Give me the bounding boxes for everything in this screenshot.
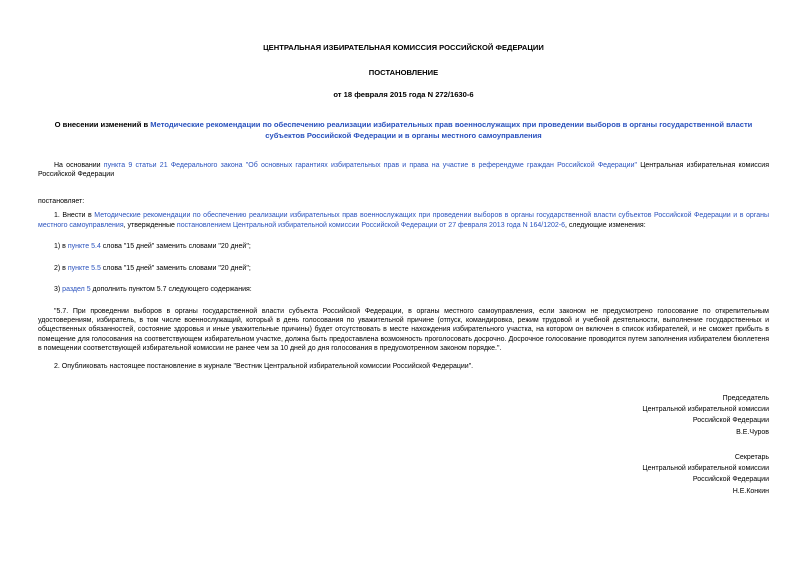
subitem-2-pre: 2) в bbox=[54, 264, 68, 272]
signature-chairman-org-2: Российской Федерации bbox=[692, 417, 769, 425]
subject-link-methodical-recommendations[interactable]: Методические рекомендации по обеспечению реализации избирательных прав военнослужащих при проведении выборов в органы государственной власти субъектов Российской Федерации и в органы местного самоуправления bbox=[150, 120, 753, 140]
preamble-post: Центральная избирательная комиссия Российской Федерации bbox=[38, 162, 769, 179]
preamble-law-link[interactable]: пункта 9 статьи 21 Федерального закона "Об основных гарантиях избирательных прав и права на участие в референдуме граждан Российской Федерации" bbox=[103, 162, 637, 169]
signature-secretary-org-1: Центральной избирательной комиссии bbox=[642, 465, 769, 473]
subitem-3-link[interactable]: раздел 5 bbox=[62, 286, 91, 294]
subitem-3 bbox=[38, 285, 769, 294]
item-2-paragraph: 2. Опубликовать настоящее постановление в журнале "Вестник Центральной избирательной комиссии Российской Федерации". bbox=[54, 362, 474, 370]
item-1-resolution-link[interactable]: постановлением Центральной избирательной комиссии Российской Федерации от 27 февраля 2013 года N 164/1202-6 bbox=[176, 221, 566, 229]
item-1-pre: 1. Внести в bbox=[54, 212, 95, 220]
item-1-post: , следующие изменения: bbox=[565, 221, 646, 229]
item-1-paragraph bbox=[38, 211, 769, 230]
signature-secretary bbox=[642, 452, 769, 497]
document-body bbox=[38, 161, 769, 371]
subitem-2-post: слова "15 дней" заменить словами "20 дней"; bbox=[100, 264, 251, 272]
subject-prefix: О внесении изменений в bbox=[54, 120, 151, 129]
item-1-mid: , утвержденные bbox=[123, 221, 177, 229]
subitem-3-post: дополнить пунктом 5.7 следующего содержания: bbox=[90, 286, 252, 294]
signature-secretary-role: Секретарь bbox=[734, 454, 769, 461]
signature-chairman-org-1: Центральной избирательной комиссии bbox=[642, 406, 769, 414]
item-1-recommendations-link[interactable]: Методические рекомендации по обеспечению реализации избирательных прав военнослужащих при проведении выборов в органы государственной власти субъектов Российской Федерации и в органы местного самоуправления bbox=[38, 212, 769, 229]
signature-chairman-name: В.Е.Чуров bbox=[736, 428, 769, 436]
subitem-1-post: слова "15 дней" заменить словами "20 дней"; bbox=[100, 243, 251, 251]
subitem-1-pre: 1) в bbox=[54, 243, 68, 251]
preamble-paragraph bbox=[38, 161, 769, 180]
document-subject bbox=[40, 119, 767, 141]
preamble-pre: На основании bbox=[54, 162, 104, 169]
signature-secretary-name: Н.Е.Конкин bbox=[732, 487, 769, 495]
signature-chairman bbox=[642, 393, 769, 438]
document-date-number: от 18 февраля 2015 года N 272/1630-6 bbox=[333, 90, 474, 99]
subitem-2-link[interactable]: пункте 5.5 bbox=[67, 264, 101, 272]
issuing-organization: ЦЕНТРАЛЬНАЯ ИЗБИРАТЕЛЬНАЯ КОМИССИЯ РОССИЙСКОЙ ФЕДЕРАЦИИ bbox=[263, 43, 544, 52]
subitem-1 bbox=[38, 242, 769, 251]
quoted-clause-5-7: "5.7. При проведении выборов в органы государственной власти субъекта Российской Федерации, в органы местного самоуправления, если законом не предусмотрено голосование по открепительным удостоверениям, избиратель, в том числе военнослужащий, который в день голосования по уважительной причине (отпуск, командировка, режим трудовой и учебной деятельности, выполнение государственных и общественных обязанностей, состояние здоровья и иные уважительные причины) будет отсутствовать в месте нахождения избирательного участка, на котором он включен в список избирателей, и не сможет прибыть в помещение для голосования на соответствующем избирательном участке, должна быть предоставлена возможность проголосовать досрочно. Досрочное голосование проводится путем заполнения избирателем бюллетеня в помещении соответствующей избирательной комиссии не ранее чем за 10 дней до дня голосования в предусмотренном законом порядке.". bbox=[38, 307, 769, 353]
document-type: ПОСТАНОВЛЕНИЕ bbox=[368, 68, 439, 77]
signature-chairman-role: Председатель bbox=[722, 395, 769, 402]
signature-secretary-org-2: Российской Федерации bbox=[692, 476, 769, 484]
resolves-text: постановляет: bbox=[38, 197, 85, 205]
subitem-3-pre: 3) bbox=[54, 286, 63, 294]
subitem-1-link[interactable]: пункте 5.4 bbox=[67, 243, 101, 251]
subitem-2 bbox=[38, 264, 769, 273]
